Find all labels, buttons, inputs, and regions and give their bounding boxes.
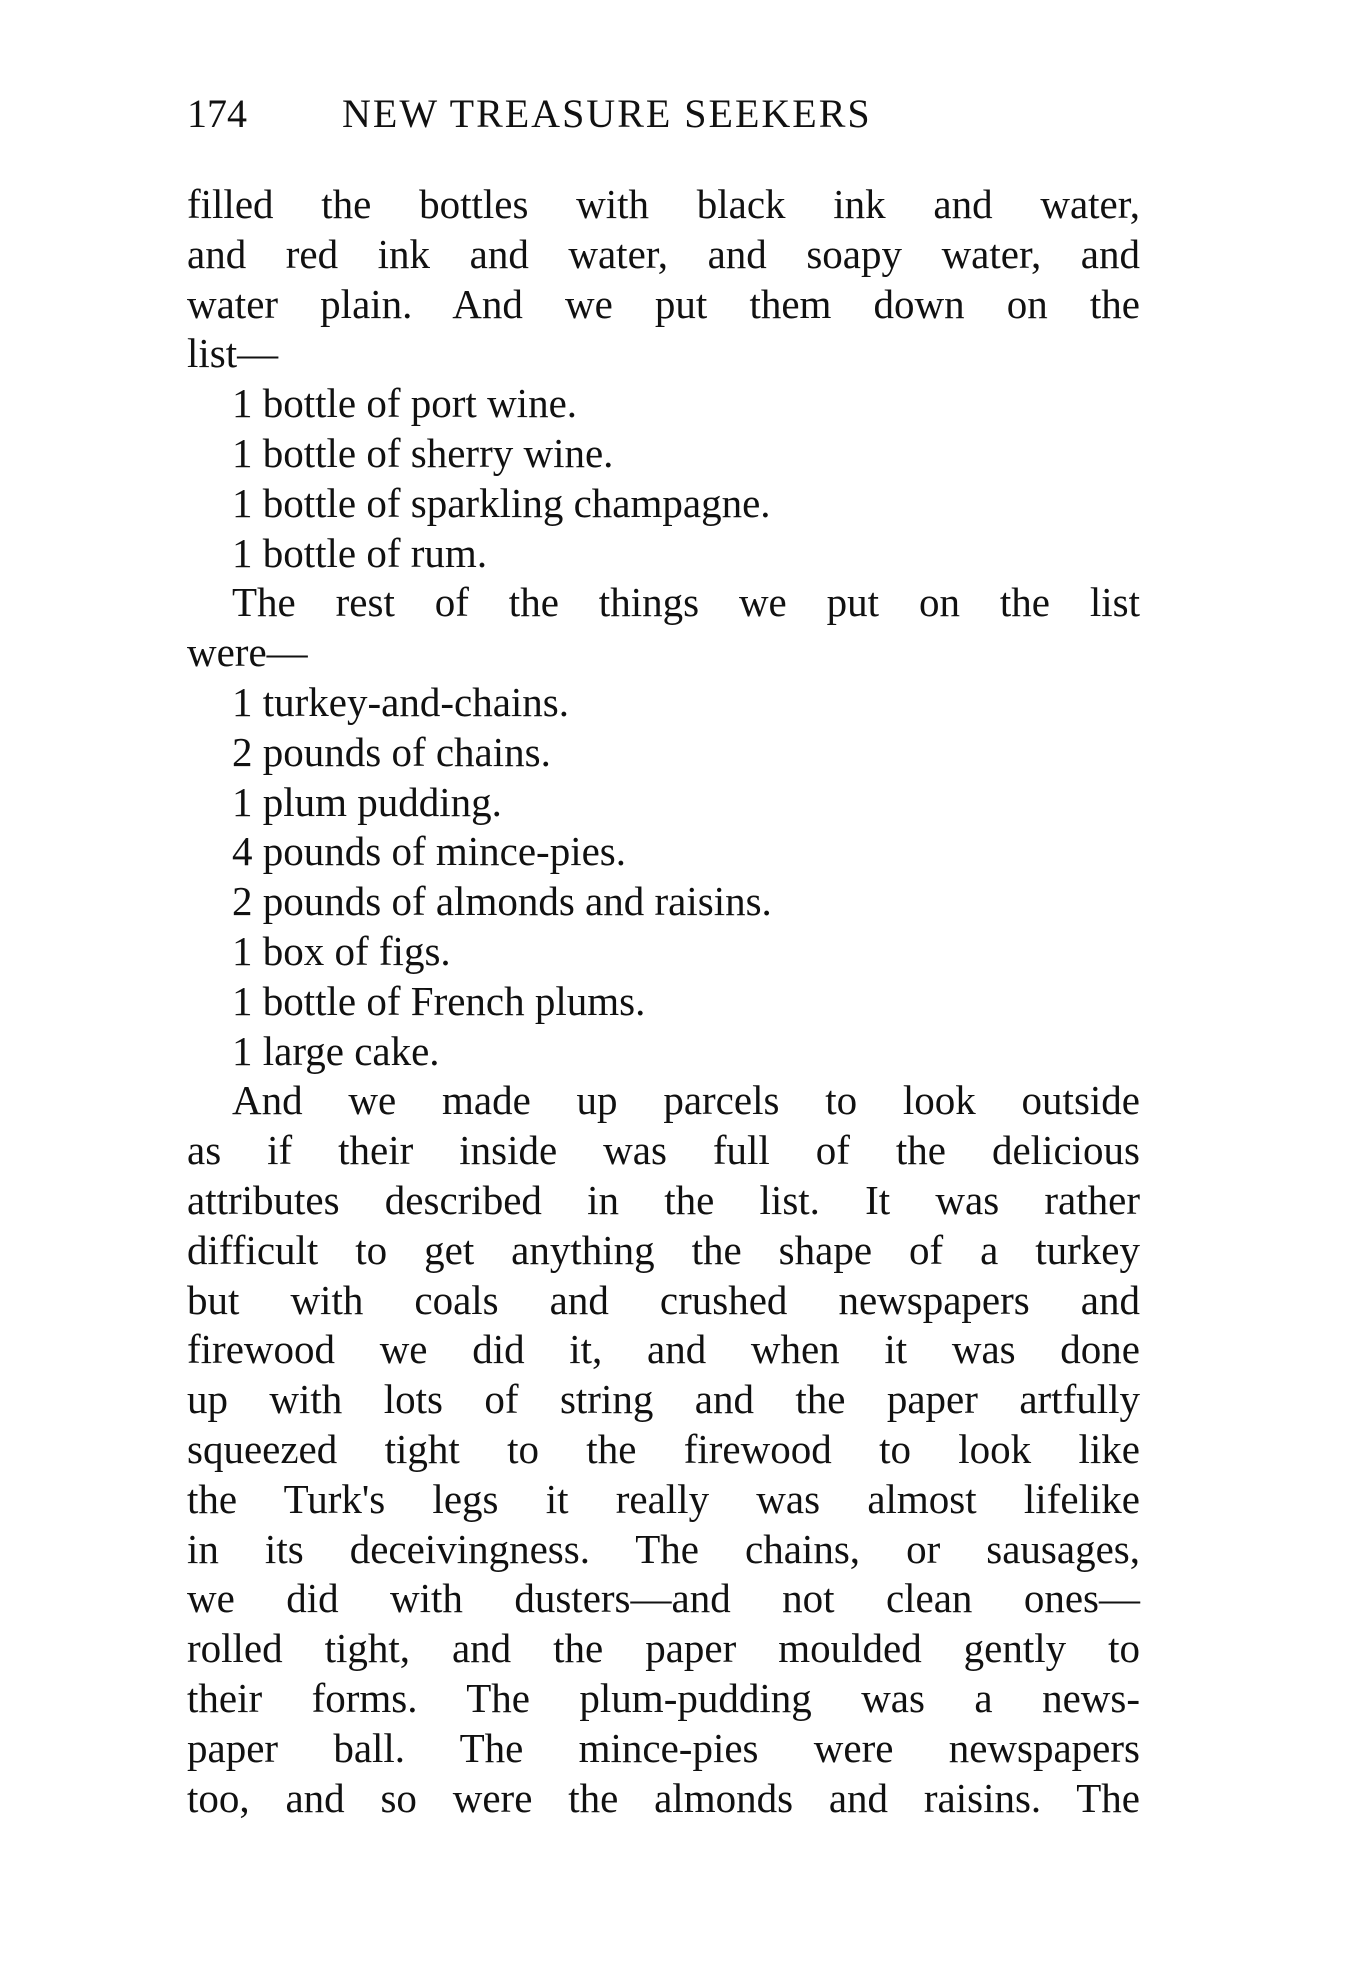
text-line: 1 bottle of French plums. (232, 977, 646, 1024)
text-line: were— (187, 629, 308, 676)
text-line: attributes described in the list. It was rather (187, 1176, 1140, 1223)
text-line: 1 bottle of port wine. (232, 380, 578, 427)
running-title: NEW TREASURE SEEKERS (342, 91, 872, 136)
text-line: their forms. The plum-pudding was a news- (187, 1674, 1140, 1721)
text-line: 1 bottle of sherry wine. (232, 429, 614, 476)
text-line: in its deceivingness. The chains, or sausages, (187, 1525, 1140, 1572)
text-line: filled the bottles with black ink and water, (187, 181, 1140, 227)
text-line: firewood we did it, and when it was done (187, 1326, 1140, 1373)
text-line: but with coals and crushed newspapers and (187, 1276, 1140, 1323)
text-line: and red ink and water, and soapy water, and (187, 230, 1140, 277)
text-line: And we made up parcels to look outside (232, 1077, 1140, 1124)
page-number: 174 (187, 91, 247, 136)
text-line: too, and so were the almonds and raisins. The (187, 1774, 1140, 1821)
text-line: rolled tight, and the paper moulded gently to (187, 1625, 1140, 1672)
text-line: as if their inside was full of the delicious (187, 1127, 1140, 1174)
text-line: The rest of the things we put on the list (232, 579, 1140, 626)
text-line: up with lots of string and the paper artfully (187, 1376, 1140, 1423)
text-line: 1 bottle of rum. (232, 529, 488, 576)
text-line: the Turk's legs it really was almost lifelike (187, 1475, 1140, 1522)
text-line: 1 box of figs. (232, 927, 451, 974)
text-line: difficult to get anything the shape of a turkey (187, 1226, 1140, 1273)
text-line: 4 pounds of mince-pies. (232, 828, 626, 875)
text-line: 1 turkey-and-chains. (232, 678, 569, 725)
text-line: 1 plum pudding. (232, 778, 502, 825)
text-line: squeezed tight to the firewood to look like (187, 1425, 1140, 1472)
text-line: water plain. And we put them down on the (187, 280, 1140, 327)
text-line: paper ball. The mince-pies were newspapers (187, 1724, 1140, 1771)
text-line: 1 large cake. (232, 1027, 440, 1074)
text-line: 2 pounds of chains. (232, 728, 551, 775)
text-line: list— (187, 330, 279, 377)
page-body-text (187, 180, 1140, 1823)
text-line: 2 pounds of almonds and raisins. (232, 878, 772, 925)
text-line: 1 bottle of sparkling champagne. (232, 479, 771, 526)
text-line: we did with dusters—and not clean ones— (187, 1575, 1140, 1622)
